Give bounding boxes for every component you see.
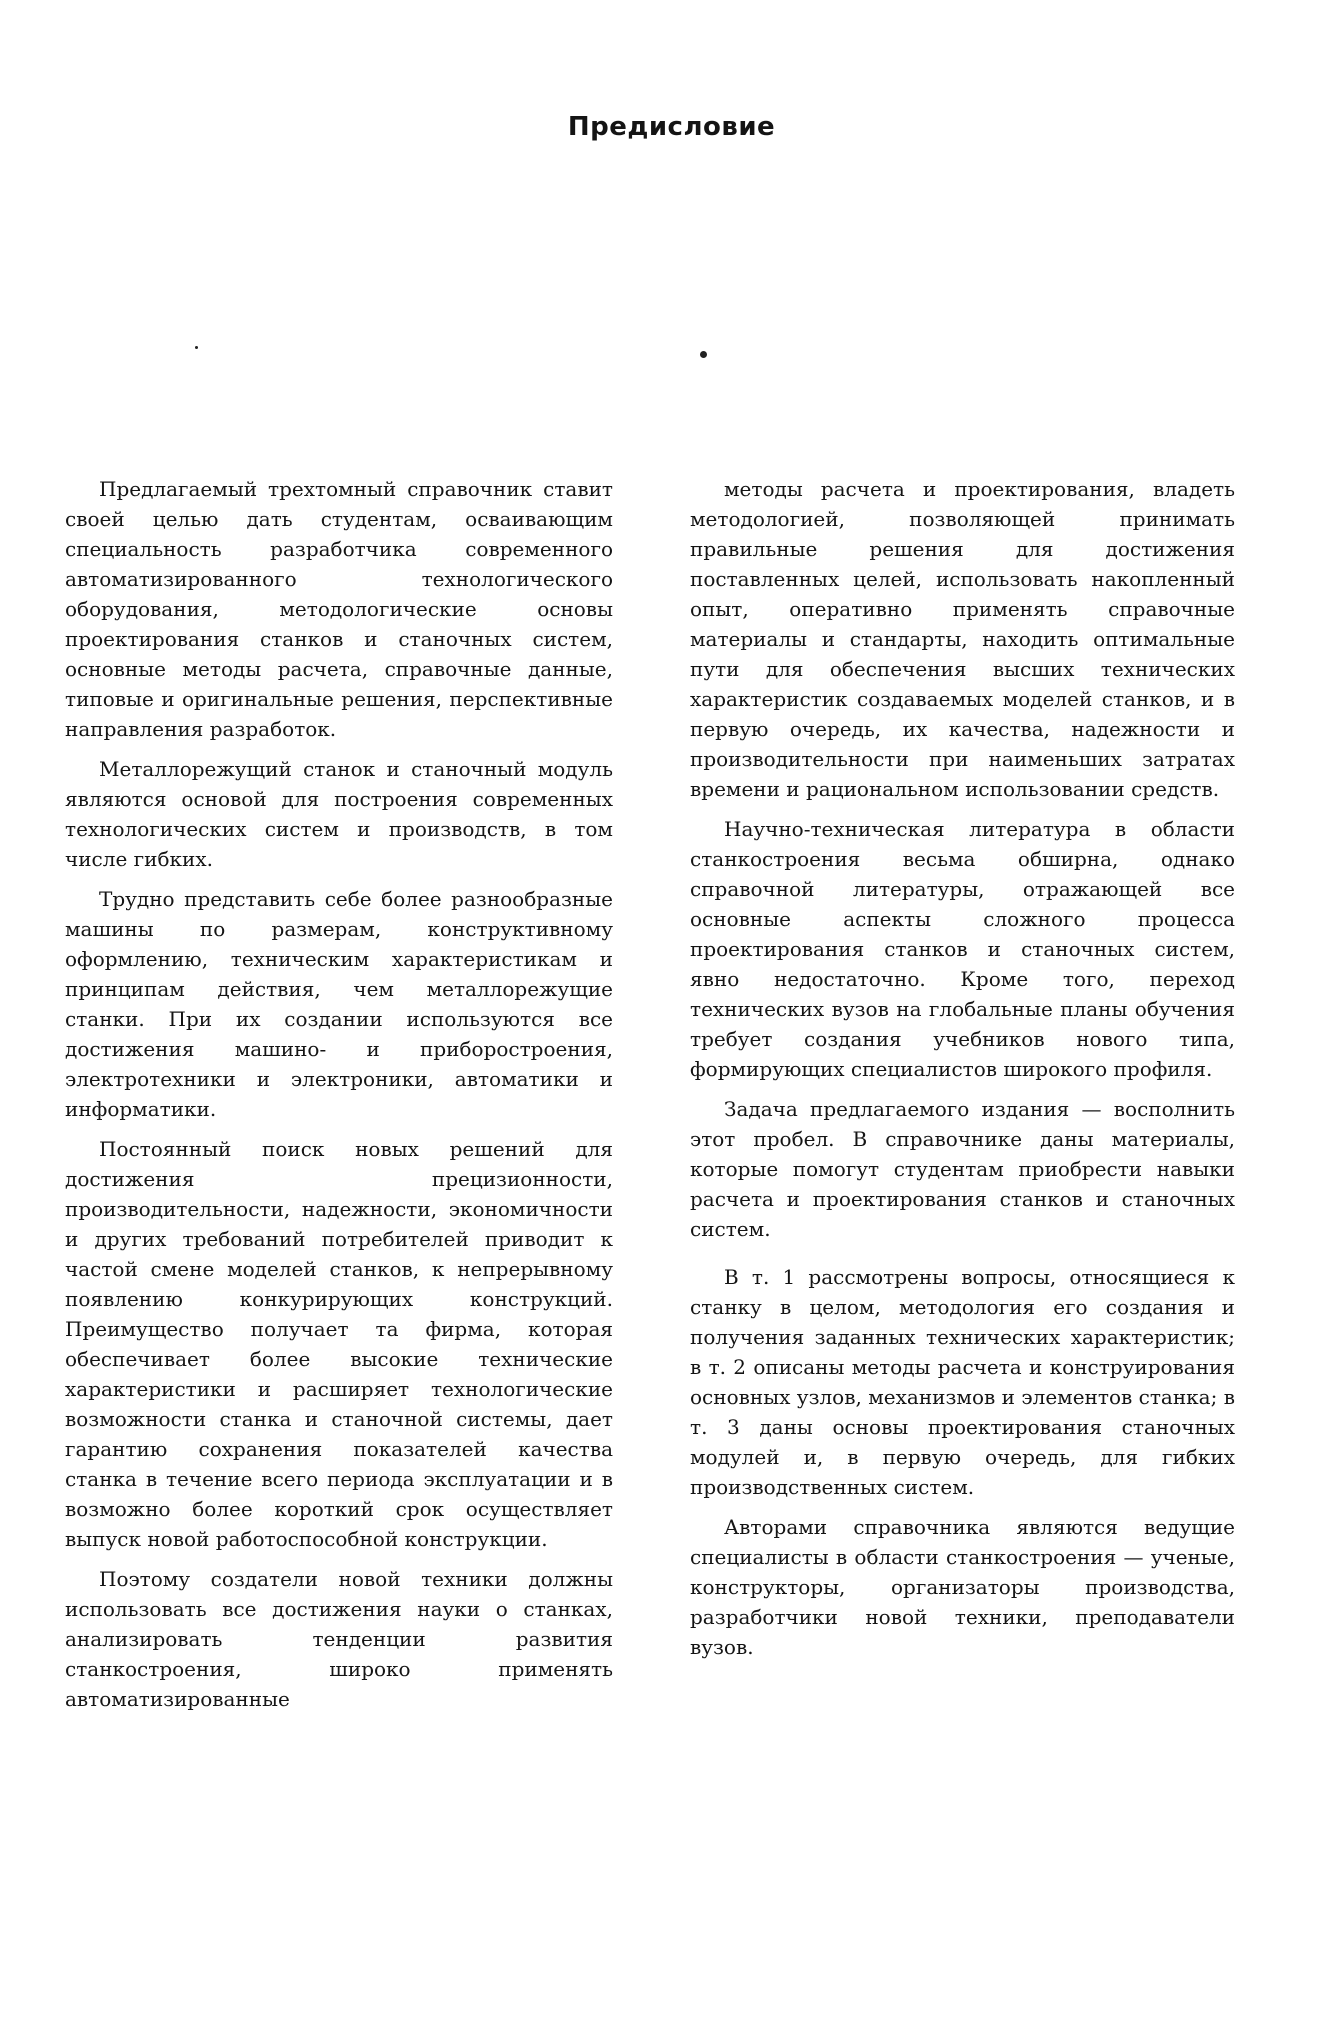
- paragraph: Предлагаемый трехтомный справочник ставит своей целью дать студентам, осваивающим специальность разработчика современного автоматизированного технологического оборудования, методологические основы проектирования станков и станочных систем, основные методы расчета, справочные данные, типовые и оригинальные решения, перспективные направления разработок.: [65, 477, 613, 741]
- paragraph: Металлорежущий станок и станочный модуль являются основой для построения современных технологических систем и производств, в том числе гибких.: [65, 757, 613, 871]
- print-speck: [700, 351, 707, 358]
- paragraph: Постоянный поиск новых решений для достижения прецизионности, производительности, надежности, экономичности и других требований потребителей приводит к частой смене моделей станков, к непрерывному появлению конкурирующих конструкций. Преимущество получает та фирма, которая обеспечивает более высокие технические характеристики и расширяет технологические возможности станка и станочной системы, дает гарантию сохранения показателей качества станка в течение всего периода эксплуатации и в возможно более короткий срок осуществляет выпуск новой работоспособной конструкции.: [65, 1137, 613, 1551]
- paragraph: Трудно представить себе более разнообразные машины по размерам, конструктивному оформлению, техническим характеристикам и принципам действия, чем металлорежущие станки. При их создании используются все достижения машино- и приборостроения, электротехники и электроники, автоматики и информатики.: [65, 887, 613, 1121]
- paragraph: Научно-техническая литература в области станкостроения весьма обширна, однако справочной литературы, отражающей все основные аспекты сложного процесса проектирования станков и станочных систем, явно недостаточно. Кроме того, переход технических вузов на глобальные планы обучения требует создания учебников нового типа, формирующих специалистов широкого профиля.: [690, 817, 1235, 1081]
- paragraph: В т. 1 рассмотрены вопросы, относящиеся к станку в целом, методология его создания и получения заданных технических характеристик; в т. 2 описаны методы расчета и конструирования основных узлов, механизмов и элементов станка; в т. 3 даны основы проектирования станочных модулей и, в первую очередь, для гибких производственных систем.: [690, 1265, 1235, 1499]
- left-text-column: [65, 474, 613, 1714]
- print-speck: [195, 346, 198, 349]
- paragraph: Задача предлагаемого издания — восполнить этот пробел. В справочнике даны материалы, которые помогут студентам приобрести навыки расчета и проектирования станков и станочных систем.: [690, 1097, 1235, 1241]
- right-text-column: [690, 474, 1235, 1662]
- page-title: Предисловие: [567, 112, 776, 143]
- paragraph: Поэтому создатели новой техники должны использовать все достижения науки о станках, анализировать тенденции развития станкостроения, широко применять автоматизированные: [65, 1567, 613, 1711]
- paragraph: Авторами справочника являются ведущие специалисты в области станкостроения — ученые, конструкторы, организаторы производства, разработчики новой техники, преподаватели вузов.: [690, 1515, 1235, 1659]
- paragraph: методы расчета и проектирования, владеть методологией, позволяющей принимать правильные решения для достижения поставленных целей, использовать накопленный опыт, оперативно применять справочные материалы и стандарты, находить оптимальные пути для обеспечения высших технических характеристик создаваемых моделей станков, и в первую очередь, их качества, надежности и производительности при наименьших затратах времени и рациональном использовании средств.: [690, 477, 1235, 801]
